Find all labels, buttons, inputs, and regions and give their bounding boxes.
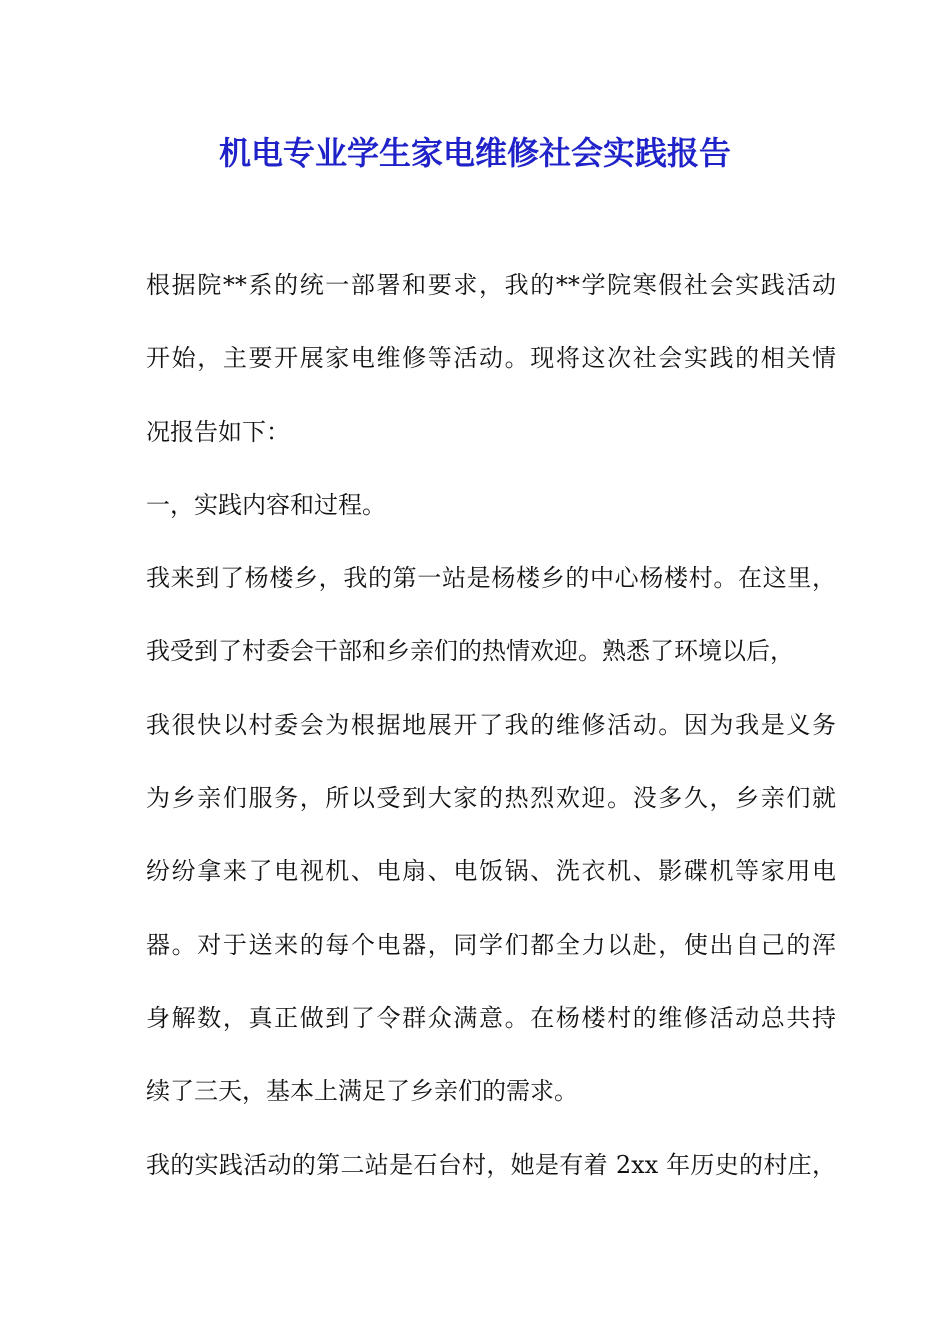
body-line: 我的实践活动的第二站是石台村，她是有着 2xx 年历史的村庄， [146,1150,836,1179]
body-line: 器。对于送来的每个电器，同学们都全力以赴，使出自己的浑 [146,930,836,959]
body-line: 根据院**系的统一部署和要求，我的**学院寒假社会实践活动 [146,271,836,299]
body-line: 续了三天，基本上满足了乡亲们的需求。 [146,1077,578,1106]
body-line: 我很快以村委会为根据地展开了我的维修活动。因为我是义务 [146,710,836,739]
document-body [146,260,836,1213]
body-line: 开始，主要开展家电维修等活动。现将这次社会实践的相关情 [146,344,836,373]
body-line: 我来到了杨楼乡，我的第一站是杨楼乡的中心杨楼村。在这里， [146,564,836,593]
body-line: 身解数，真正做到了令群众满意。在杨楼村的维修活动总共持 [146,1003,836,1032]
body-line: 我受到了村委会干部和乡亲们的热情欢迎。熟悉了环境以后， [146,637,794,666]
section-heading: 一，实践内容和过程。 [146,490,386,519]
body-line: 纷纷拿来了电视机、电扇、电饭锅、洗衣机、影碟机等家用电 [146,857,836,886]
body-line: 况报告如下： [146,417,290,446]
document-title: 机电专业学生家电维修社会实践报告 [218,134,731,172]
body-line: 为乡亲们服务，所以受到大家的热烈欢迎。没多久，乡亲们就 [146,784,836,813]
